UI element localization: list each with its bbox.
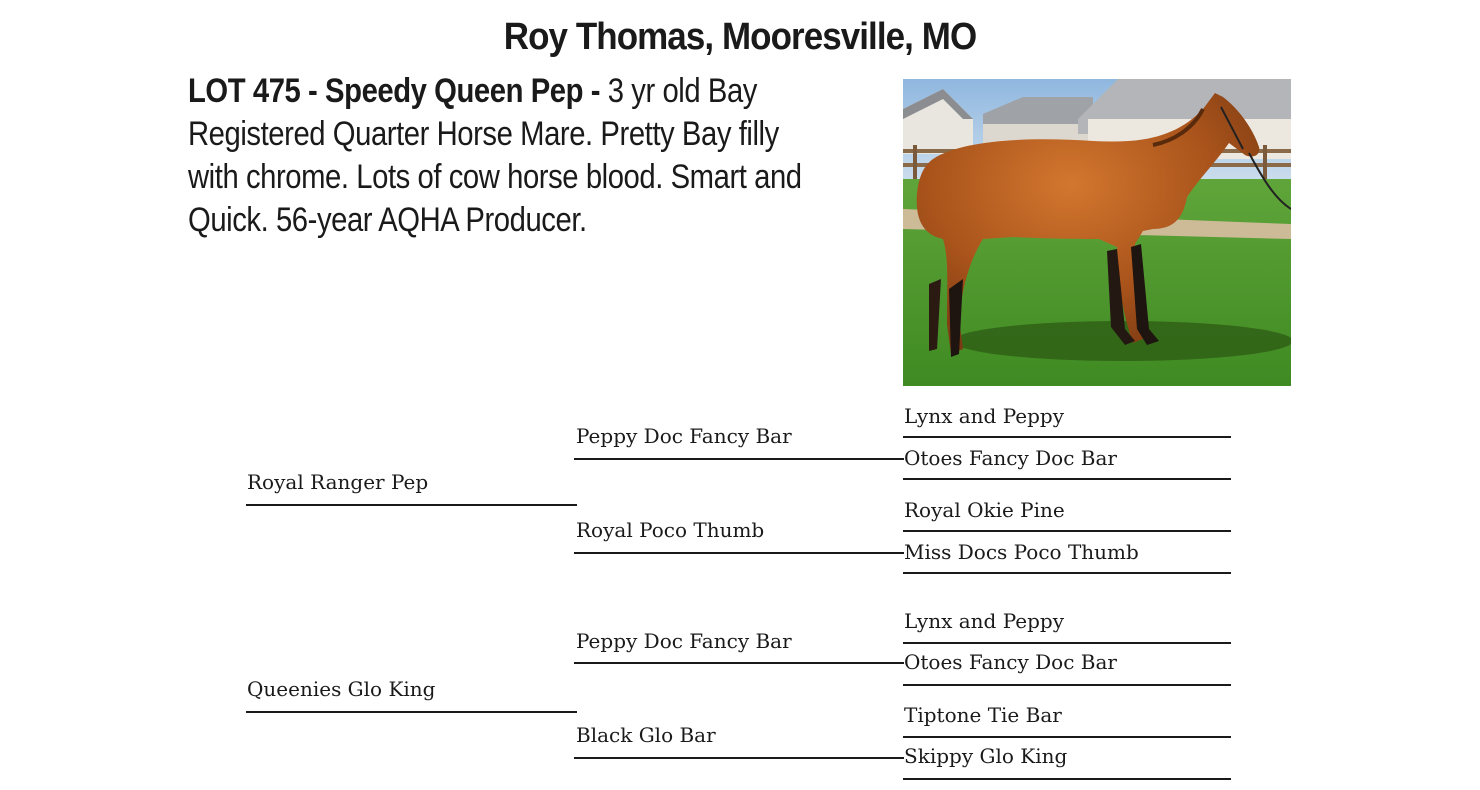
sd-sire-name: Royal Okie Pine xyxy=(904,498,1065,522)
ds-sire-line xyxy=(903,642,1231,644)
dd-sire-name: Tiptone Tie Bar xyxy=(904,703,1062,727)
sire-dam-line xyxy=(574,552,904,554)
lot-heading: LOT 475 - Speedy Queen Pep - xyxy=(188,72,601,110)
dam-name: Queenies Glo King xyxy=(247,677,436,701)
dam-sire-name: Peppy Doc Fancy Bar xyxy=(576,629,792,653)
horse-photo xyxy=(903,79,1291,386)
sire-line xyxy=(246,504,577,506)
ss-dam-name: Otoes Fancy Doc Bar xyxy=(904,446,1117,470)
dam-dam-name: Black Glo Bar xyxy=(576,723,716,747)
ss-sire-name: Lynx and Peppy xyxy=(904,404,1065,428)
ds-dam-line xyxy=(903,684,1231,686)
ss-sire-line xyxy=(903,436,1231,438)
sire-sire-name: Peppy Doc Fancy Bar xyxy=(576,424,792,448)
sire-sire-line xyxy=(574,458,904,460)
lot-details: 3 yr old Bay Registered Quarter Horse Mare. Pretty Bay filly with chrome. Lots of cow horse blood. Smart and Quick. 56-year AQHA Producer. xyxy=(188,72,802,239)
dam-sire-line xyxy=(574,662,904,664)
ds-dam-name: Otoes Fancy Doc Bar xyxy=(904,650,1117,674)
dam-dam-line xyxy=(574,757,904,759)
consignor-title: Roy Thomas, Mooresville, MO xyxy=(503,16,977,58)
dam-line xyxy=(246,711,577,713)
ds-sire-name: Lynx and Peppy xyxy=(904,609,1065,633)
lot-description xyxy=(188,70,807,242)
dd-dam-line xyxy=(903,778,1231,780)
ss-dam-line xyxy=(903,478,1231,480)
sd-dam-name: Miss Docs Poco Thumb xyxy=(904,540,1139,564)
sire-dam-name: Royal Poco Thumb xyxy=(576,518,765,542)
dd-sire-line xyxy=(903,736,1231,738)
sd-sire-line xyxy=(903,530,1231,532)
sd-dam-line xyxy=(903,572,1231,574)
sire-name: Royal Ranger Pep xyxy=(247,470,429,494)
dd-dam-name: Skippy Glo King xyxy=(904,744,1068,768)
